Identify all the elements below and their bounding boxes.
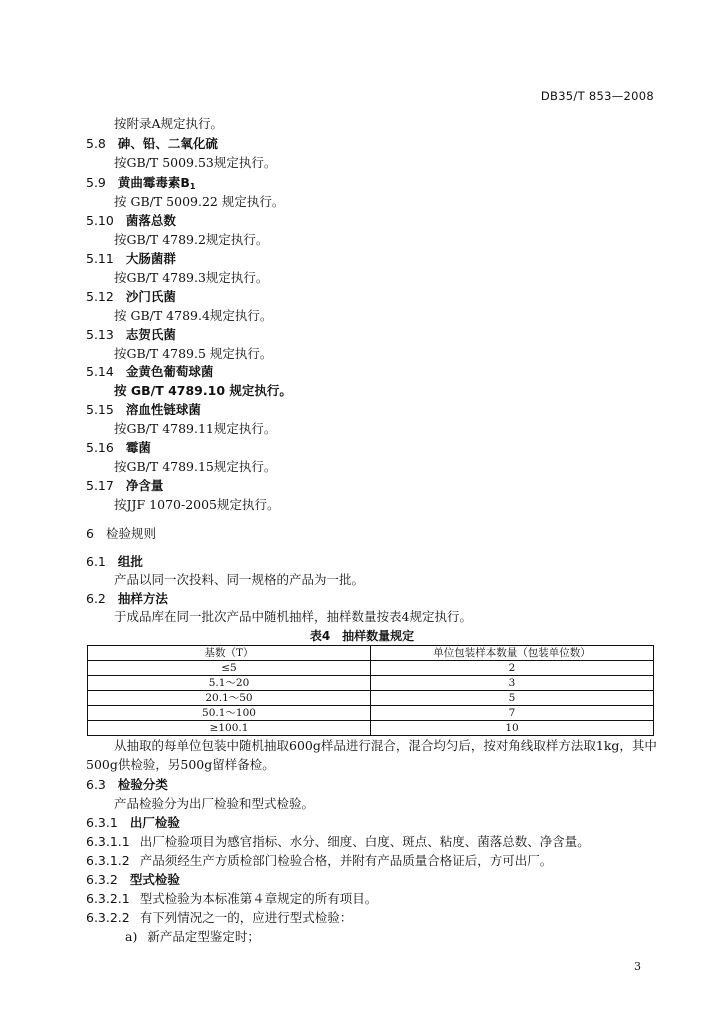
- list-marker: a): [125, 929, 138, 944]
- section-title: 砷、铅、二氧化硫: [117, 136, 218, 151]
- section-number: 6.2: [86, 591, 106, 606]
- column-header: 单位包装样本数量（包装单位数）: [371, 646, 654, 661]
- table-cell: 5.1～20: [88, 676, 371, 691]
- subscript: 1: [189, 182, 196, 191]
- section-title: 抽样方法: [117, 591, 168, 606]
- section-5-9-heading: [86, 175, 196, 195]
- table-cell: 7: [371, 706, 654, 721]
- clause-number: 6.3.2.1: [86, 891, 130, 906]
- section-5-16-body: 按GB/T 4789.15规定执行。: [114, 459, 277, 474]
- section-title: 菌落总数: [125, 213, 176, 228]
- sampling-paragraph-line-2: 500g供检验，另500g留样备检。: [86, 757, 275, 772]
- section-title: 检验规则: [105, 526, 156, 541]
- section-6-3-2-heading: [86, 872, 180, 888]
- section-number: 5.10: [86, 213, 114, 228]
- section-5-8-heading: [86, 136, 218, 152]
- section-6-3-1-heading: [86, 815, 180, 831]
- section-title: 黄曲霉毒素B: [117, 175, 190, 190]
- section-6-1-body: 产品以同一次投料、同一规格的产品为一批。: [114, 572, 365, 587]
- table-row: [88, 661, 654, 676]
- section-title: 沙门氏菌: [125, 289, 176, 304]
- section-5-9-body: 按 GB/T 5009.22 规定执行。: [114, 194, 285, 209]
- section-number: 5.16: [86, 440, 114, 455]
- section-title: 组批: [117, 554, 143, 569]
- table-cell: 20.1～50: [88, 691, 371, 706]
- table-cell: 3: [371, 676, 654, 691]
- section-5-12-body: 按 GB/T 4789.4规定执行。: [114, 308, 273, 323]
- section-5-12-heading: [86, 289, 176, 305]
- table-cell: 10: [371, 721, 654, 736]
- clause-6-3-1-2: [86, 853, 552, 869]
- section-title: 检验分类: [117, 777, 168, 792]
- table-cell: 5: [371, 691, 654, 706]
- section-6-2-body: 于成品库在同一批次产品中随机抽样，抽样数量按表4规定执行。: [114, 609, 472, 624]
- section-number: 5.8: [86, 136, 106, 151]
- clause-text: 型式检验为本标准第４章规定的所有项目。: [139, 891, 378, 906]
- section-6-3-body: 产品检验分为出厂检验和型式检验。: [114, 796, 315, 811]
- section-number: 6.3.1: [86, 815, 118, 830]
- table-cell: 50.1～100: [88, 706, 371, 721]
- annex-reference: 按附录A规定执行。: [114, 116, 224, 131]
- section-title: 溶血性链球菌: [125, 402, 201, 417]
- section-number: 5.11: [86, 251, 114, 266]
- section-5-10-body: 按GB/T 4789.2规定执行。: [114, 232, 269, 247]
- clause-text: 出厂检验项目为感官指标、水分、细度、白度、斑点、粘度、菌落总数、净含量。: [139, 834, 590, 849]
- section-number: 5.12: [86, 289, 114, 304]
- section-number: 5.17: [86, 478, 114, 493]
- table-cell: ≤5: [88, 661, 371, 676]
- section-number: 6.1: [86, 554, 106, 569]
- table-row: [88, 691, 654, 706]
- section-6-2-heading: [86, 591, 168, 607]
- clause-6-3-2-1: [86, 891, 377, 907]
- section-number: 5.13: [86, 327, 114, 342]
- section-5-17-body: 按JJF 1070-2005规定执行。: [114, 497, 280, 512]
- sampling-quantity-table: [87, 645, 654, 736]
- table-4-caption: 表4 抽样数量规定: [309, 629, 415, 643]
- section-title: 志贺氏菌: [125, 327, 176, 342]
- column-header: 基数（T）: [88, 646, 371, 661]
- section-number: 5.15: [86, 402, 114, 417]
- section-title: 净含量: [125, 478, 164, 493]
- section-title: 金黄色葡萄球菌: [125, 364, 214, 379]
- section-title: 型式检验: [129, 872, 180, 887]
- clause-text: 有下列情况之一的，应进行型式检验：: [139, 910, 353, 925]
- table-cell: ≥100.1: [88, 721, 371, 736]
- clause-number: 6.3.1.1: [86, 834, 130, 849]
- section-title: 霉菌: [125, 440, 151, 455]
- section-title: 大肠菌群: [125, 251, 176, 266]
- section-5-8-body: 按GB/T 5009.53规定执行。: [114, 155, 277, 170]
- table-row: [88, 676, 654, 691]
- clause-6-3-1-1: [86, 834, 590, 850]
- sampling-paragraph-line-1: 从抽取的每单位包装中随机抽取600g样品进行混合，混合均匀后，按对角线取样方法取1kg，其中: [114, 738, 657, 753]
- section-5-14-heading: [86, 364, 213, 380]
- chapter-6-heading: [86, 526, 156, 542]
- table-header-row: [88, 646, 654, 661]
- section-5-13-heading: [86, 327, 176, 343]
- section-number: 5.14: [86, 364, 114, 379]
- table-row: [88, 721, 654, 736]
- section-5-14-body: 按 GB/T 4789.10 规定执行。: [114, 383, 292, 398]
- section-5-13-body: 按GB/T 4789.5 规定执行。: [114, 346, 273, 361]
- section-5-11-body: 按GB/T 4789.3规定执行。: [114, 270, 269, 285]
- list-item-a: [125, 929, 260, 945]
- table-cell: 2: [371, 661, 654, 676]
- section-5-10-heading: [86, 213, 176, 229]
- clause-number: 6.3.1.2: [86, 853, 130, 868]
- section-title: 出厂检验: [129, 815, 180, 830]
- section-number: 6.3: [86, 777, 106, 792]
- section-5-15-body: 按GB/T 4789.11规定执行。: [114, 421, 277, 436]
- section-5-15-heading: [86, 402, 201, 418]
- section-5-16-heading: [86, 440, 151, 456]
- table-row: [88, 706, 654, 721]
- section-5-17-heading: [86, 478, 163, 494]
- list-item-text: 新产品定型鉴定时；: [147, 929, 260, 944]
- section-number: 6.3.2: [86, 872, 118, 887]
- section-number: 6: [86, 526, 94, 541]
- section-6-1-heading: [86, 554, 143, 570]
- document-code: DB35/T 853—2008: [540, 89, 654, 103]
- section-5-11-heading: [86, 251, 176, 267]
- clause-text: 产品须经生产方质检部门检验合格，并附有产品质量合格证后，方可出厂。: [139, 853, 553, 868]
- page-number: 3: [634, 960, 641, 973]
- clause-number: 6.3.2.2: [86, 910, 130, 925]
- clause-6-3-2-2: [86, 910, 352, 926]
- section-number: 5.9: [86, 175, 106, 190]
- section-6-3-heading: [86, 777, 168, 793]
